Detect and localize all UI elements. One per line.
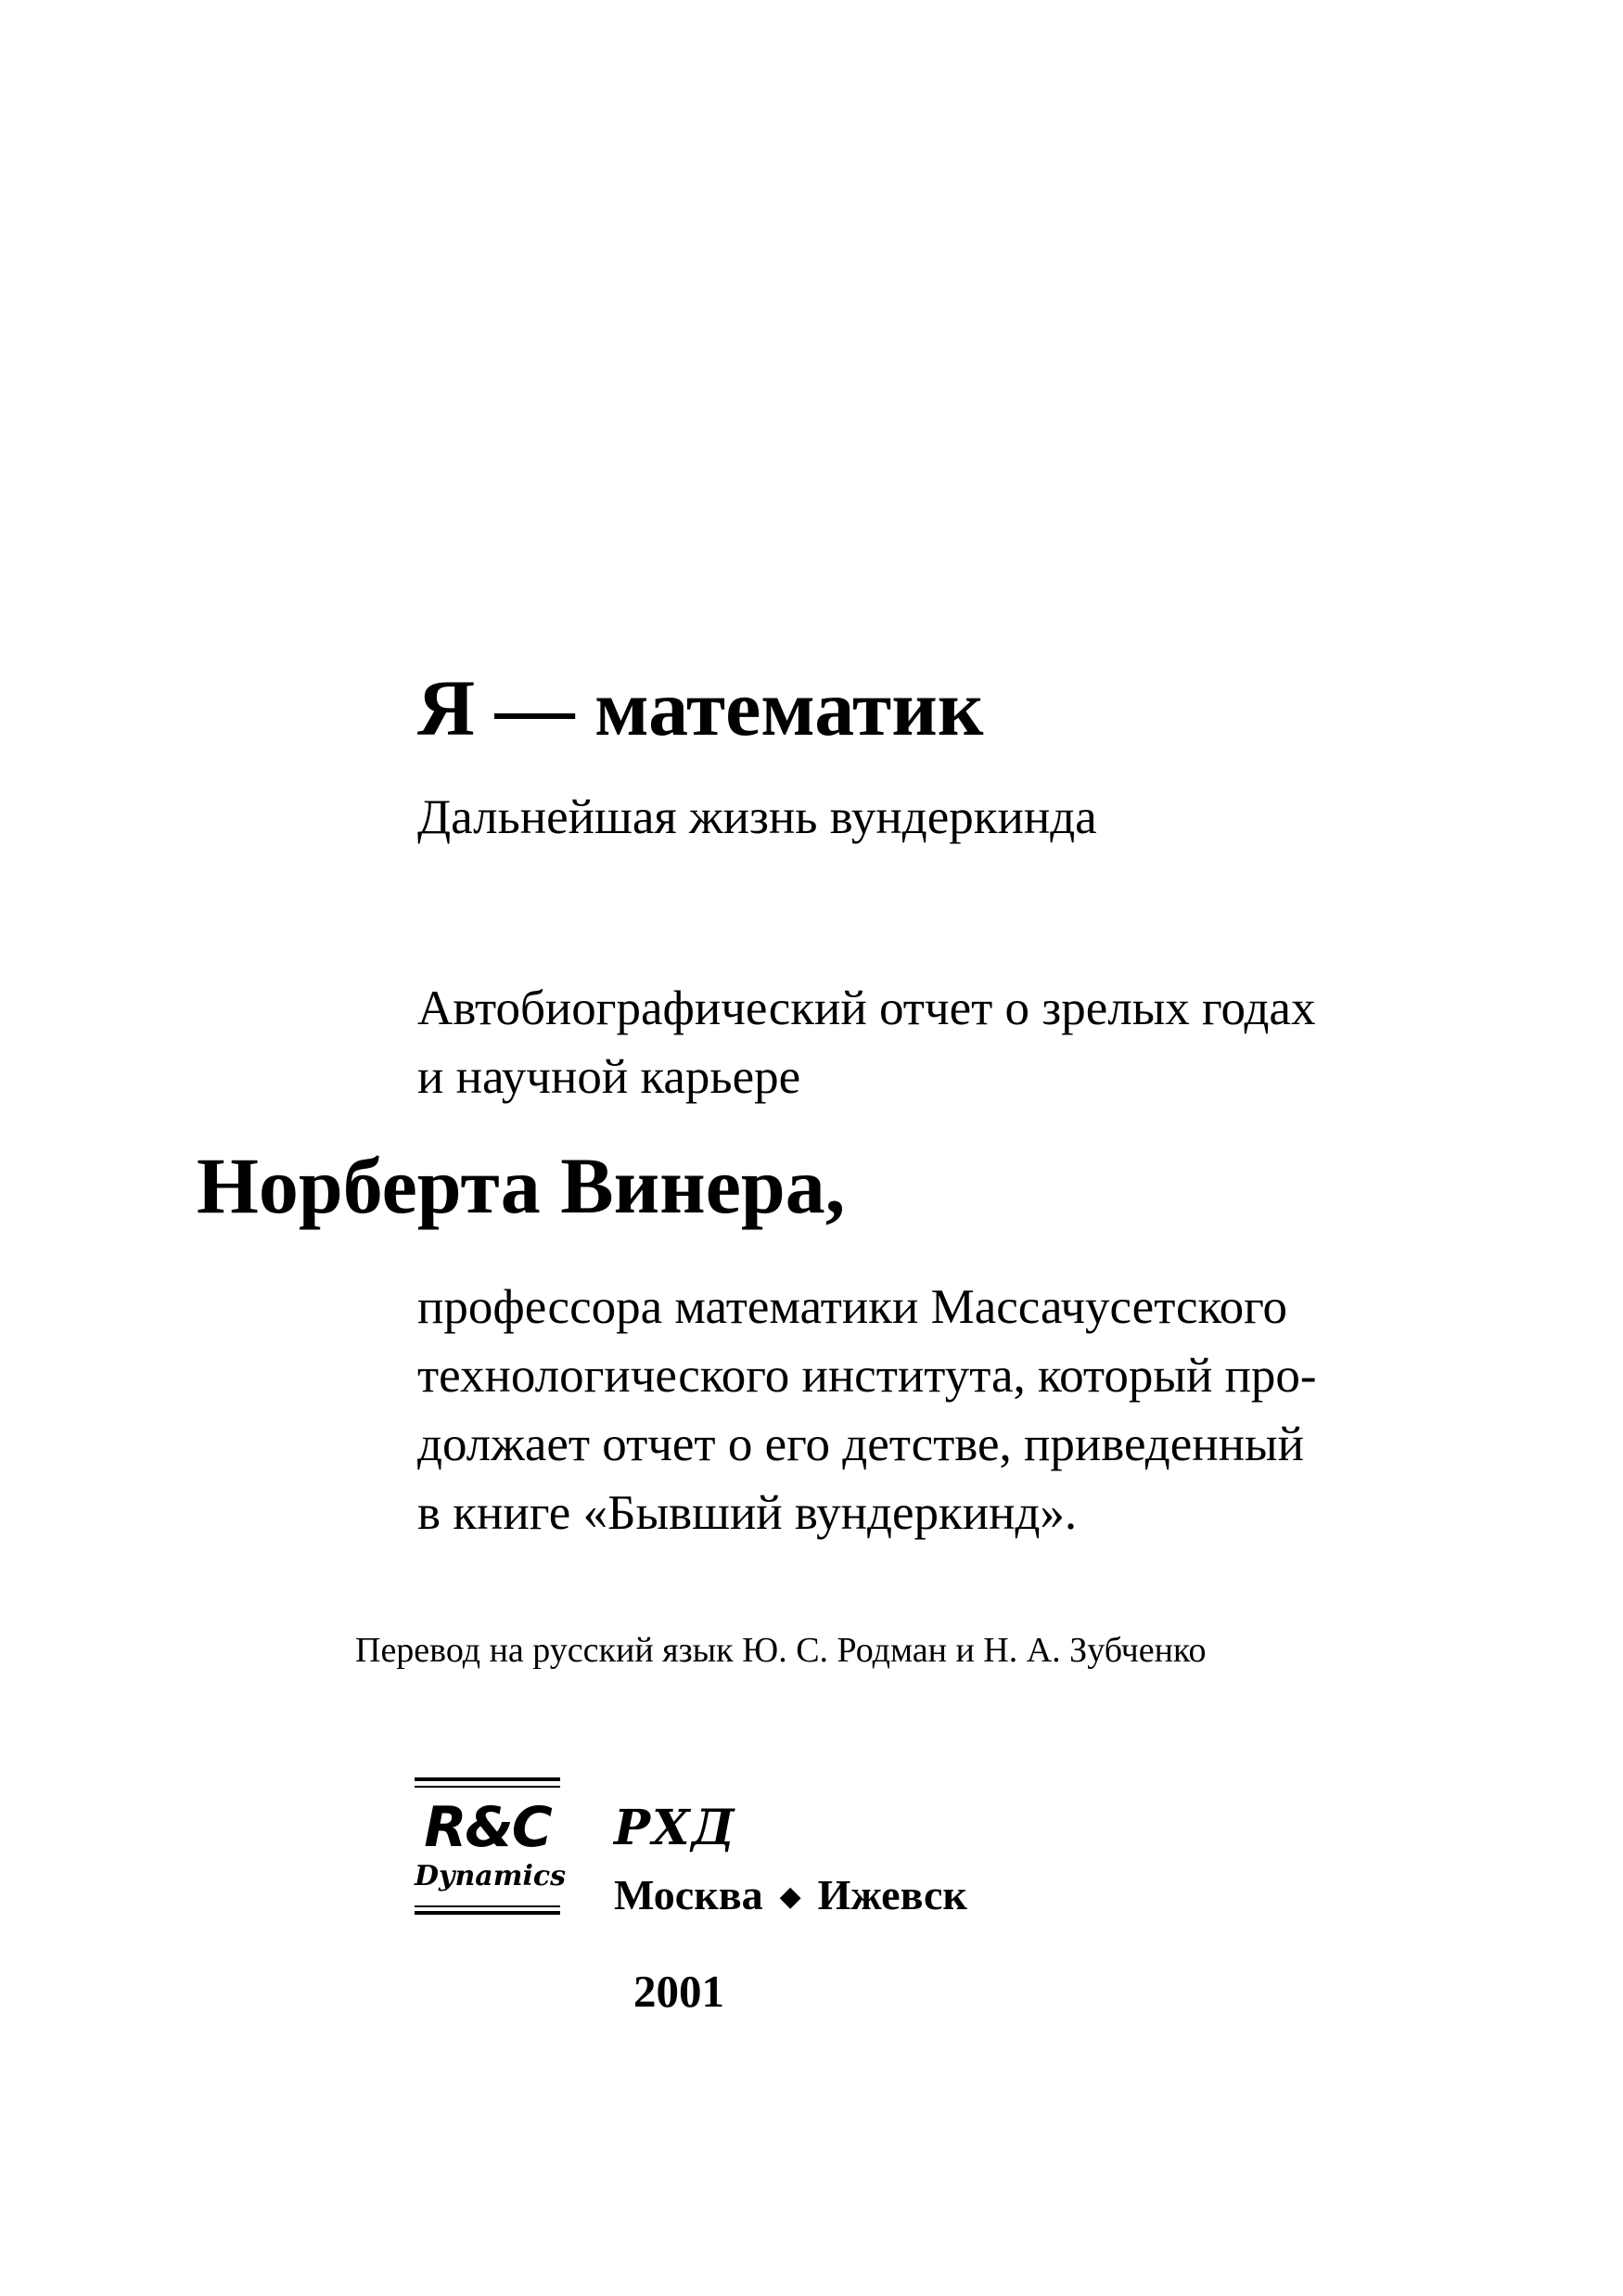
publication-year: 2001 (633, 1966, 724, 2017)
book-subtitle: Дальнейшая жизнь вундеркинда (417, 790, 1097, 844)
author-description-line: профессора математики Массачусетского (417, 1280, 1288, 1334)
description-line: Автобиографический отчет о зрелых годах (417, 981, 1316, 1035)
diamond-separator-icon: ◆ (779, 1881, 801, 1912)
book-description (417, 974, 1315, 1111)
author-name: Норберта Винера, (197, 1141, 846, 1230)
logo-main-text: R&C (424, 1795, 551, 1860)
author-description-line: должает отчет о его детстве, приведенный (417, 1417, 1304, 1471)
publisher-logo (415, 1777, 566, 1917)
city-moscow: Москва (614, 1871, 763, 1918)
author-description-line: технологического института, который про- (417, 1349, 1317, 1403)
publisher-cities (614, 1871, 967, 1918)
book-title: Я — математик (417, 663, 984, 752)
logo-sub-text: Dynamics (415, 1860, 566, 1892)
publisher-imprint: РХД (614, 1800, 736, 1856)
author-description-line: в книге «Бывший вундеркинд». (417, 1486, 1078, 1540)
logo-bottom-rule (415, 1911, 560, 1915)
logo-top-rule (415, 1777, 560, 1781)
logo-bottom-rule-thin (415, 1905, 560, 1907)
translation-credit: Перевод на русский язык Ю. С. Родман и Н. А. Зубченко (355, 1631, 1207, 1670)
description-line: и научной карьере (417, 1050, 801, 1104)
logo-top-rule-thin (415, 1786, 560, 1788)
author-description (417, 1273, 1317, 1547)
city-izhevsk: Ижевск (817, 1871, 967, 1918)
